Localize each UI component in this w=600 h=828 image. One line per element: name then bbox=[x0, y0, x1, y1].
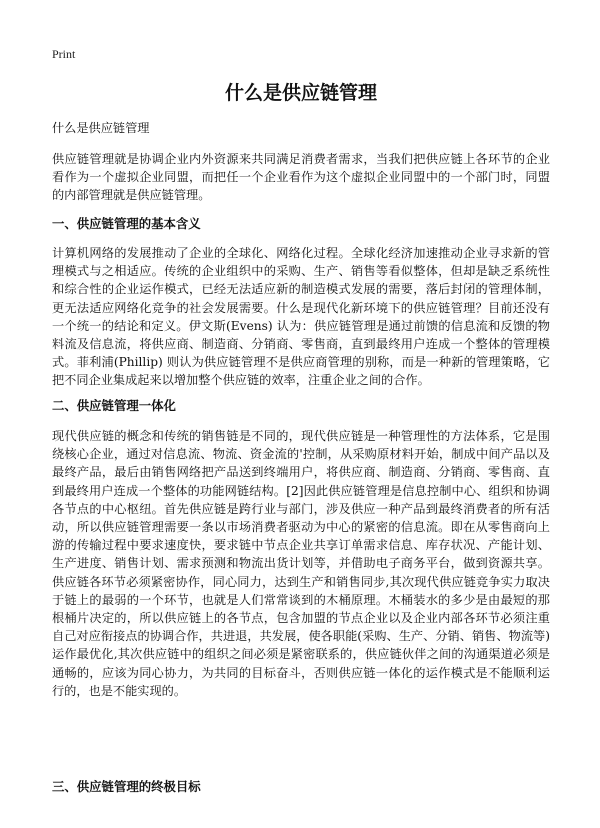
intro-paragraph: 供应链管理就是协调企业内外资源来共同满足消费者需求，当我们把供应链上各环节的企业看作为一个虚拟企业同盟，而把任一个企业看作为这个虚拟企业同盟中的一个部门时，同盟的内部管理就是供应链管理。 bbox=[52, 152, 550, 203]
section-body-integration: 现代供应链的概念和传统的销售链是不同的，现代供应链是一种管理性的方法体系，它是围绕核心企业，通过对信息流、物流、资金流的'控制，从采购原材料开始，制成中间产品以及最终产品，最后由销售网络把产品送到终端用户，将供应商、制造商、分销商、零售商、直到最终用户连成一个整体的功能网链结构。[2]因此供应链管理是信息控制中心、组织和协调各节点的中心枢纽。首先供应链是跨行业与部门，涉及供应一种产品到最终消费者的所有活动，所以供应链管理需要一条以市场消费者驱动为中心的紧密的信息流。即在从零售商向上游的传输过程中要求速度快，要求链中节点企业共享订单需求信息、库存状况、产能计划、生产进度、销售计划、需求预测和物流出货计划等，并借助电子商务平台，做到资源共享。供应链各环节必须紧密协作，同心同力，达到生产和销售同步,其次现代供应链竞争实力取决于链上的最弱的一个环节，也就是人们常常谈到的木桶原理。木桶装水的多少是由最短的那根桶片决定的，所以供应链上的各节点，包含加盟的节点企业以及企业内部各环节必须注重自己对应衔接点的协调合作，共进退，共发展，使各职能(采购、生产、分销、销售、物流等)运作最优化,其次供应链中的组织之间必须是紧密联系的，供应链伙伴之间的沟通渠道必须是通畅的，应该为同心协力，为共同的目标奋斗，否则供应链一体化的运作模式是不能顺利运行的，也是不能实现的。 bbox=[52, 429, 550, 698]
page-title: 什么是供应链管理 bbox=[224, 82, 377, 104]
print-link[interactable]: Print bbox=[52, 47, 76, 61]
section-heading-integration: 二、供应链管理一体化 bbox=[52, 398, 176, 413]
section-heading-ultimate-goal: 三、供应链管理的终极目标 bbox=[52, 779, 201, 794]
document-subtitle: 什么是供应链管理 bbox=[52, 121, 150, 135]
section-body-basic-meaning: 计算机网络的发展推动了企业的全球化、网络化过程。全球化经济加速推动企业寻求新的管理模式与之相适应。传统的企业组织中的采购、生产、销售等看似整体，但却是缺乏系统性和综合性的企业运作模式，已经无法适应新的制造模式发展的需要，落后封闭的管理体制，更无法适应网络化竞争的社会发展需要。什么是现代化新环境下的供应链管理？目前还没有一个统一的结论和定义。伊文斯(Evens) 认为：供应链管理是通过前馈的信息流和反馈的物料流及信息流，将供应商、制造商、分销商、零售商，直到最终用户连成一个整体的管理模式。菲利浦(Phillip) 则认为供应链管理不是供应商管理的别称，而是一种新的管理策略，它把不同企业集成起来以增加整个供应链的效率，注重企业之间的合作。 bbox=[52, 246, 550, 388]
section-heading-basic-meaning: 一、供应链管理的基本含义 bbox=[52, 216, 201, 231]
